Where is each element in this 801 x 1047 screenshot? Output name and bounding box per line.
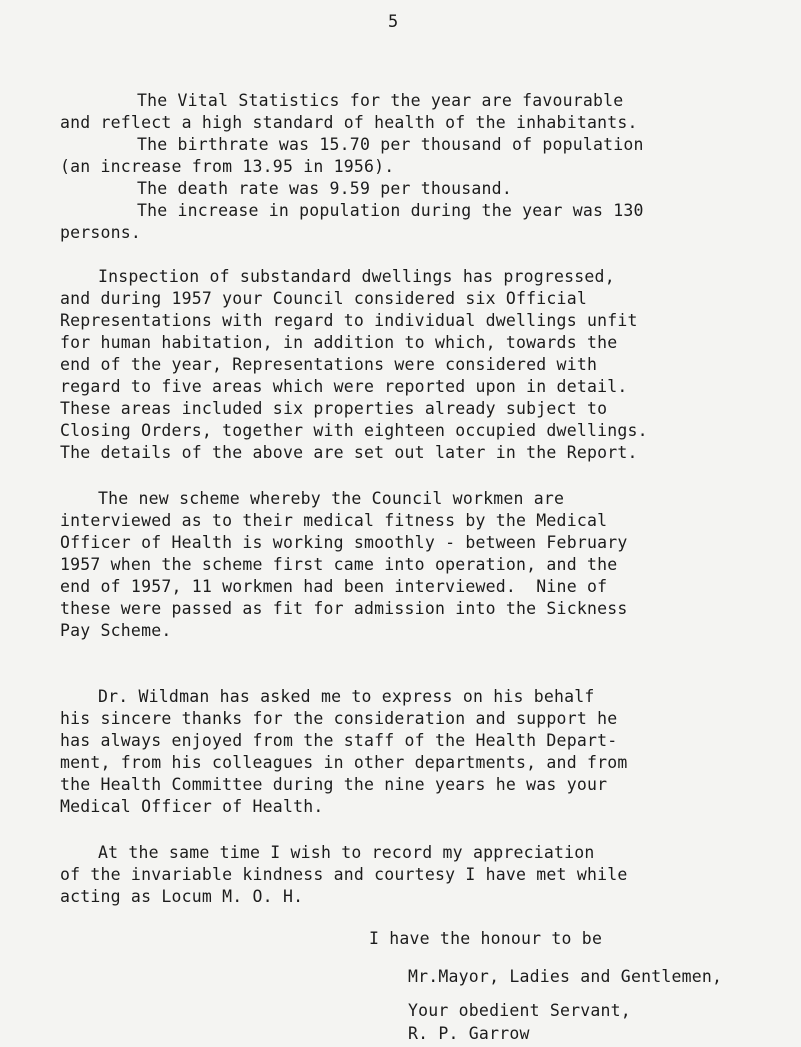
text-line: of the invariable kindness and courtesy I have met while [60, 865, 628, 884]
text-line: The increase in population during the year was 130 [137, 201, 644, 220]
text-line: The Vital Statistics for the year are favourable [137, 91, 624, 110]
page-number: 5 [388, 12, 399, 32]
text-line: the Health Committee during the nine years he was your [60, 775, 608, 794]
text-line: The details of the above are set out later in the Report. [60, 443, 638, 462]
text-line: Closing Orders, together with eighteen occupied dwellings. [60, 421, 648, 440]
text-line: These areas included six properties already subject to [60, 399, 608, 418]
text-line: his sincere thanks for the consideration and support he [60, 709, 618, 728]
text-line: and during 1957 your Council considered six Official [60, 289, 587, 308]
text-line: Dr. Wildman has asked me to express on his behalf [98, 687, 595, 706]
signature-name: R. P. Garrow [408, 1024, 530, 1043]
text-line: (an increase from 13.95 in 1956). [60, 157, 395, 176]
closing-servant: Your obedient Servant, [408, 1001, 631, 1020]
text-line: The new scheme whereby the Council workmen are [98, 489, 565, 508]
closing-salutation: Mr.Mayor, Ladies and Gentlemen, [408, 967, 723, 986]
text-line: end of the year, Representations were considered with [60, 355, 598, 374]
text-line: persons. [60, 223, 142, 242]
text-line: Representations with regard to individual dwellings unfit [60, 311, 638, 330]
text-line: Inspection of substandard dwellings has progressed, [98, 267, 615, 286]
closing-honour: I have the honour to be [369, 929, 603, 948]
text-line: The death rate was 9.59 per thousand. [137, 179, 512, 198]
text-line: Pay Scheme. [60, 621, 172, 640]
text-line: for human habitation, in addition to which, towards the [60, 333, 618, 352]
text-line: acting as Locum M. O. H. [60, 887, 304, 906]
text-line: and reflect a high standard of health of the inhabitants. [60, 113, 638, 132]
text-line: interviewed as to their medical fitness by the Medical [60, 511, 608, 530]
text-line: 1957 when the scheme first came into operation, and the [60, 555, 618, 574]
text-line: At the same time I wish to record my appreciation [98, 843, 595, 862]
text-line: Medical Officer of Health. [60, 797, 324, 816]
text-line: these were passed as fit for admission into the Sickness [60, 599, 628, 618]
text-line: ment, from his colleagues in other departments, and from [60, 753, 628, 772]
text-line: end of 1957, 11 workmen had been interviewed. Nine of [60, 577, 608, 596]
text-line: has always enjoyed from the staff of the Health Depart- [60, 731, 618, 750]
text-line: regard to five areas which were reported upon in detail. [60, 377, 628, 396]
text-line: The birthrate was 15.70 per thousand of population [137, 135, 644, 154]
text-line: Officer of Health is working smoothly - between February [60, 533, 628, 552]
